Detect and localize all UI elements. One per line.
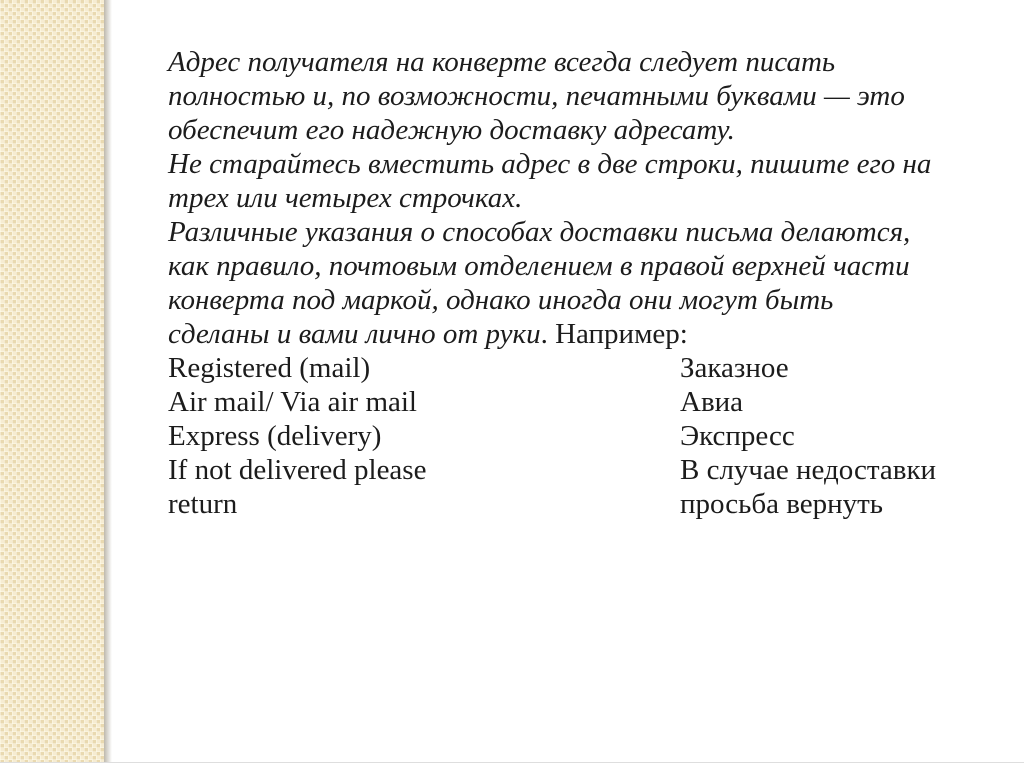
slide-text-block: [168, 45, 936, 521]
table-row: [168, 453, 936, 487]
decorative-side-strip: [0, 0, 104, 762]
mixed-line-italic-part: сделаны и вами лично от руки: [168, 318, 541, 350]
ru-translation: Заказное: [680, 352, 789, 384]
slide-bottom-divider: [0, 762, 1024, 763]
ru-translation: просьба вернуть: [680, 488, 884, 520]
paragraph-line: обеспечит его надежную доставку адресату.: [168, 114, 735, 146]
table-row: [168, 385, 936, 419]
paragraph-line: Не старайтесь вместить адрес в две строки, пишите его на: [168, 148, 932, 180]
table-row: [168, 487, 936, 521]
en-term: Air mail/ Via air mail: [168, 386, 417, 418]
paragraph-line: конверта под маркой, однако иногда они могут быть: [168, 284, 834, 316]
paragraph-line: как правило, почтовым отделением в правой верхней части: [168, 250, 910, 282]
mixed-line-regular-part: . Например:: [540, 318, 688, 350]
en-term: return: [168, 488, 238, 520]
table-row: [168, 351, 936, 385]
paragraph-line: полностью и, по возможности, печатными буквами — это: [168, 80, 905, 112]
paragraph-line: Различные указания о способах доставки письма делаются,: [168, 216, 911, 248]
paragraph-line: Адрес получателя на конверте всегда следует писать: [168, 46, 836, 78]
ru-translation: В случае недоставки: [680, 454, 937, 486]
ru-translation: Экспресс: [680, 420, 795, 452]
paragraph-line: трех или четырех строчках.: [168, 182, 523, 214]
en-term: If not delivered please: [168, 454, 427, 486]
en-term: Express (delivery): [168, 420, 382, 452]
ru-translation: Авиа: [680, 386, 744, 418]
en-term: Registered (mail): [168, 352, 371, 384]
paragraph-line-mixed: [168, 317, 936, 351]
table-row: [168, 419, 936, 453]
